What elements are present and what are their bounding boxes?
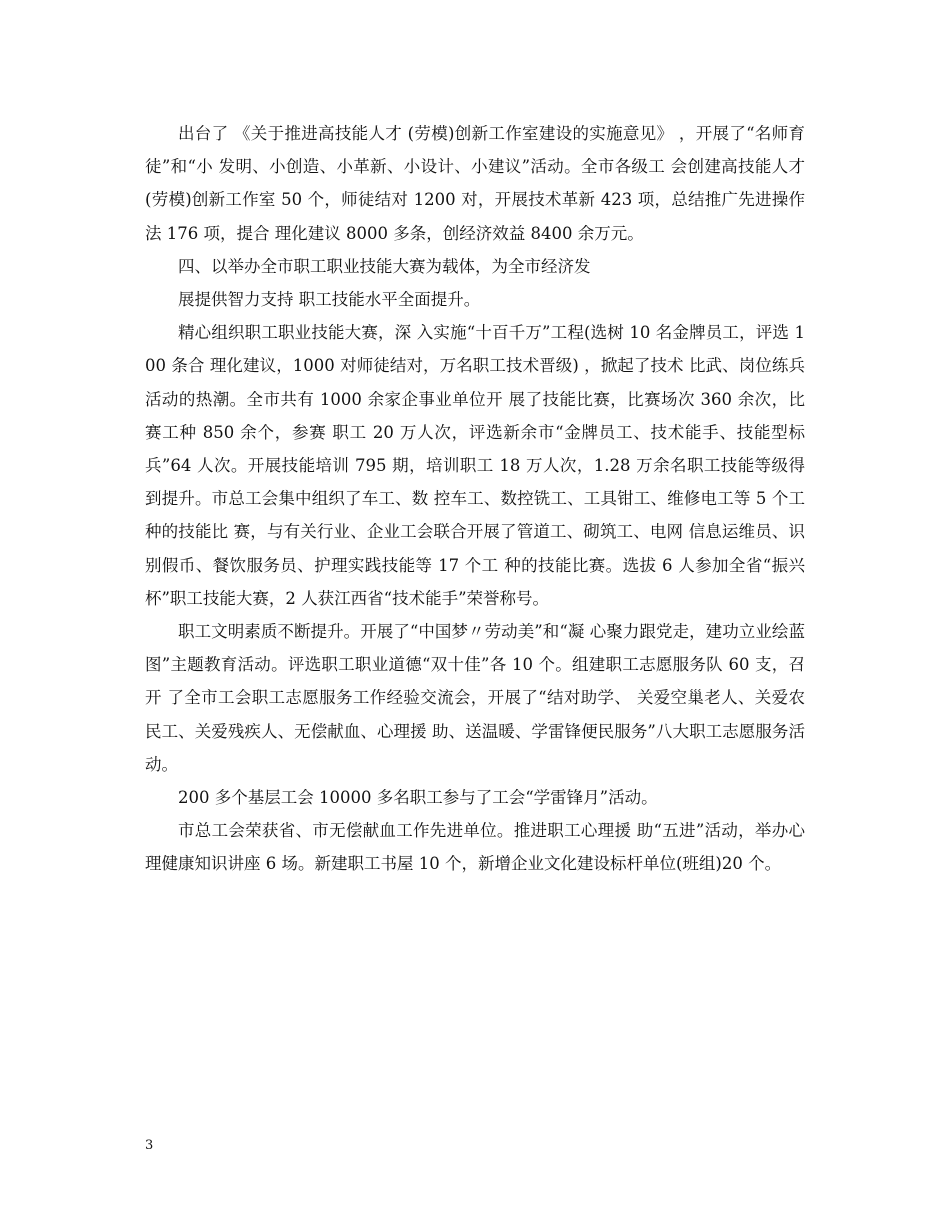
section-heading-four: 四、以举办全市职工职业技能大赛为载体，为全市经济发 xyxy=(178,256,591,276)
paragraph-learn-from-leifeng: 200 多个基层工会 10000 多名职工参与了工会“学雷锋月”活动。 xyxy=(178,788,658,808)
document-body xyxy=(145,117,811,881)
paragraph-civility-quality: 职工文明素质不断提升。开展了“中国梦〃劳动美”和“凝 心聚力跟党走，建功立业绘蓝图”主题教育活动。评选职工职业道德“双十佳”各 10 个。组建职工志愿服务队 60 支，召开 了全市工会职工志愿服务工作经验交流会，开展了“结对助学、 关爱空巢老人、关爱农民工、关爱残疾人、无偿献血、心理援 助、送温暖、学雷锋便民服务”八大职工志愿服务活动。 xyxy=(145,622,805,774)
paragraph-skills-competition: 精心组织职工职业技能大赛，深 入实施“十百千万”工程(选树 10 名金牌员工，评选 100 条合 理化建议，1000 对师徒结对，万名职工技术晋级) ，掀起了技术 比武、岗位练兵活动的热潮。全市共有 1000 余家企事业单位开 展了技能比赛，比赛场次 360 余次，比赛工种 850 余个，参赛 职工 20 万人次，评选新余市“金牌员工、技术能手、技能型标 兵”64 人次。开展技能培训 795 期，培训职工 18 万人次，1.28 万余名职工技能等级得到提升。市总工会集中组织了车工、数 控车工、数控铣工、工具钳工、维修电工等 5 个工种的技能比 赛，与有关行业、企业工会联合开展了管道工、砌筑工、电网 信息运维员、识别假币、餐饮服务员、护理实践技能等 17 个工 种的技能比赛。选拔 6 人参加全省“振兴杯”职工技能大赛，2 人获江西省“技术能手”荣誉称号。 xyxy=(145,323,811,608)
page-number: 3 xyxy=(145,1138,154,1153)
section-heading-four-continued: 展提供智力支持 职工技能水平全面提升。 xyxy=(178,290,481,310)
paragraph-blood-donation-awards: 市总工会荣获省、市无偿献血工作先进单位。推进职工心理援 助“五进”活动，举办心理健康知识讲座 6 场。新建职工书屋 10 个，新增企业文化建设标杆单位(班组)20 个。 xyxy=(145,821,805,874)
paragraph-innovation-studios: 出台了 《关于推进高技能人才 (劳模)创新工作室建设的实施意见》 ，开展了“名师育徒”和“小 发明、小创造、小革新、小设计、小建议”活动。全市各级工 会创建高技能人才(劳模)创新工作室 50 个，师徒结对 1200 对，开展技术革新 423 项，总结推广先进操作法 176 项，提合 理化建议 8000 多条，创经济效益 8400 余万元。 xyxy=(145,124,805,243)
